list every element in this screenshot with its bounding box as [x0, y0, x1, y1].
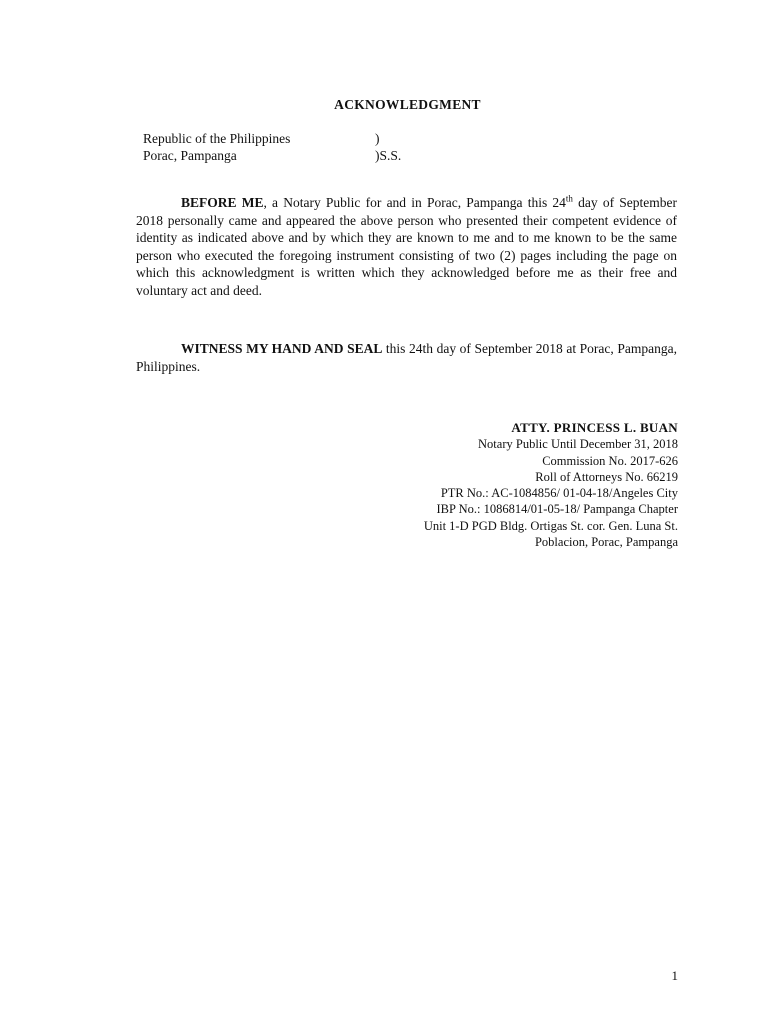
venue-row	[143, 130, 401, 147]
venue-place: Republic of the Philippines	[143, 131, 291, 146]
notary-detail-line: Notary Public Until December 31, 2018	[478, 437, 678, 452]
paragraph-text: day of September 2018 personally came and appeared the above person who presented their competent evidence of identity as indicated above and by which they are known to me and to me known to be the same person who executed the foregoing instrument consisting of two (2) pages including the page on which this acknowledgment is written which they acknowledged before me as their free and voluntary act and deed.	[136, 195, 678, 298]
ordinal-superscript: th	[565, 193, 573, 204]
notary-name: ATTY. PRINCESS L. BUAN	[511, 420, 678, 435]
paragraph-text: , a Notary Public for and in Porac, Pampanga this 24	[263, 195, 566, 210]
notary-detail-line: Roll of Attorneys No. 66219	[535, 469, 678, 484]
witness-paragraph	[136, 340, 677, 375]
notary-detail-line: Poblacion, Porac, Pampanga	[534, 535, 678, 550]
paragraph-lead: WITNESS MY HAND AND SEAL	[181, 341, 383, 356]
notary-detail-line: IBP No.: 1086814/01-05-18/ Pampanga Chapter	[436, 502, 678, 517]
venue-block	[143, 130, 401, 164]
notary-signature-block	[424, 420, 678, 550]
venue-place: Porac, Pampanga	[143, 148, 237, 163]
paragraph-text: this 24th day of September 2018 at Porac, Pampanga, Philippines.	[136, 341, 677, 374]
acknowledgment-paragraph	[136, 194, 677, 299]
notary-detail-line: Unit 1-D PGD Bldg. Ortigas St. cor. Gen. Luna St.	[423, 518, 678, 533]
venue-row	[143, 147, 401, 164]
notary-detail-line: Commission No. 2017-626	[542, 453, 678, 468]
notary-detail-line: PTR No.: AC-1084856/ 01-04-18/Angeles City	[440, 486, 678, 501]
document-title: ACKNOWLEDGMENT	[334, 97, 481, 112]
page-number: 1	[671, 968, 678, 983]
venue-mark: )	[375, 131, 380, 146]
venue-mark: )S.S.	[375, 148, 402, 163]
paragraph-lead: BEFORE ME	[181, 195, 264, 210]
